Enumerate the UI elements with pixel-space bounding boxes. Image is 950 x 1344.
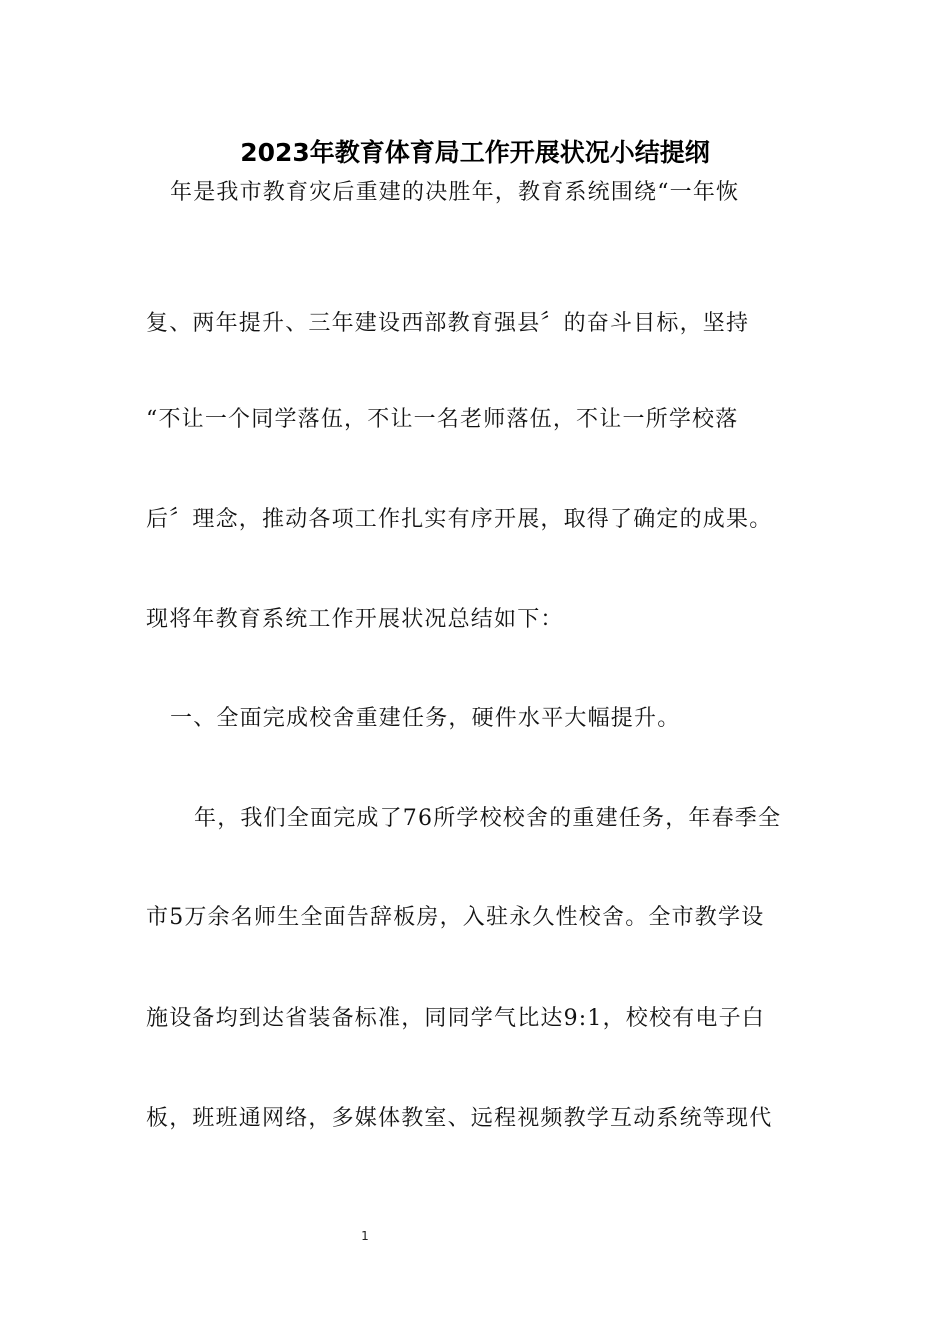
paragraph-line: “不让一个同学落伍，不让一名老师落伍，不让一所学校落 — [146, 407, 739, 432]
document-title: 2023年教育体育局工作开展状况小结提纲 — [240, 138, 710, 167]
paragraph-line: 年，我们全面完成了76所学校校舍的重建任务，年春季全 — [194, 806, 782, 831]
section-heading: 一、全面完成校舍重建任务，硬件水平大幅提升。 — [170, 706, 681, 731]
paragraph-line: 施设备均到达省装备标准，同同学气比达9:1，校校有电子白 — [146, 1006, 766, 1031]
paragraph-line: 板，班班通网络，多媒体教室、远程视频教学互动系统等现代 — [146, 1106, 773, 1131]
paragraph-line: 后〞理念，推动各项工作扎实有序开展，取得了确定的成果。 — [146, 507, 773, 532]
page-number: 1 — [361, 1229, 369, 1243]
paragraph-line: 年是我市教育灾后重建的决胜年，教育系统围绕“一年恢 — [170, 180, 740, 205]
paragraph-line: 复、两年提升、三年建设西部教育强县〞的奋斗目标，坚持 — [146, 311, 750, 336]
paragraph-line: 现将年教育系统工作开展状况总结如下： — [146, 607, 564, 632]
paragraph-line: 市5万余名师生全面告辞板房，入驻永久性校舍。全市教学设 — [146, 905, 765, 930]
